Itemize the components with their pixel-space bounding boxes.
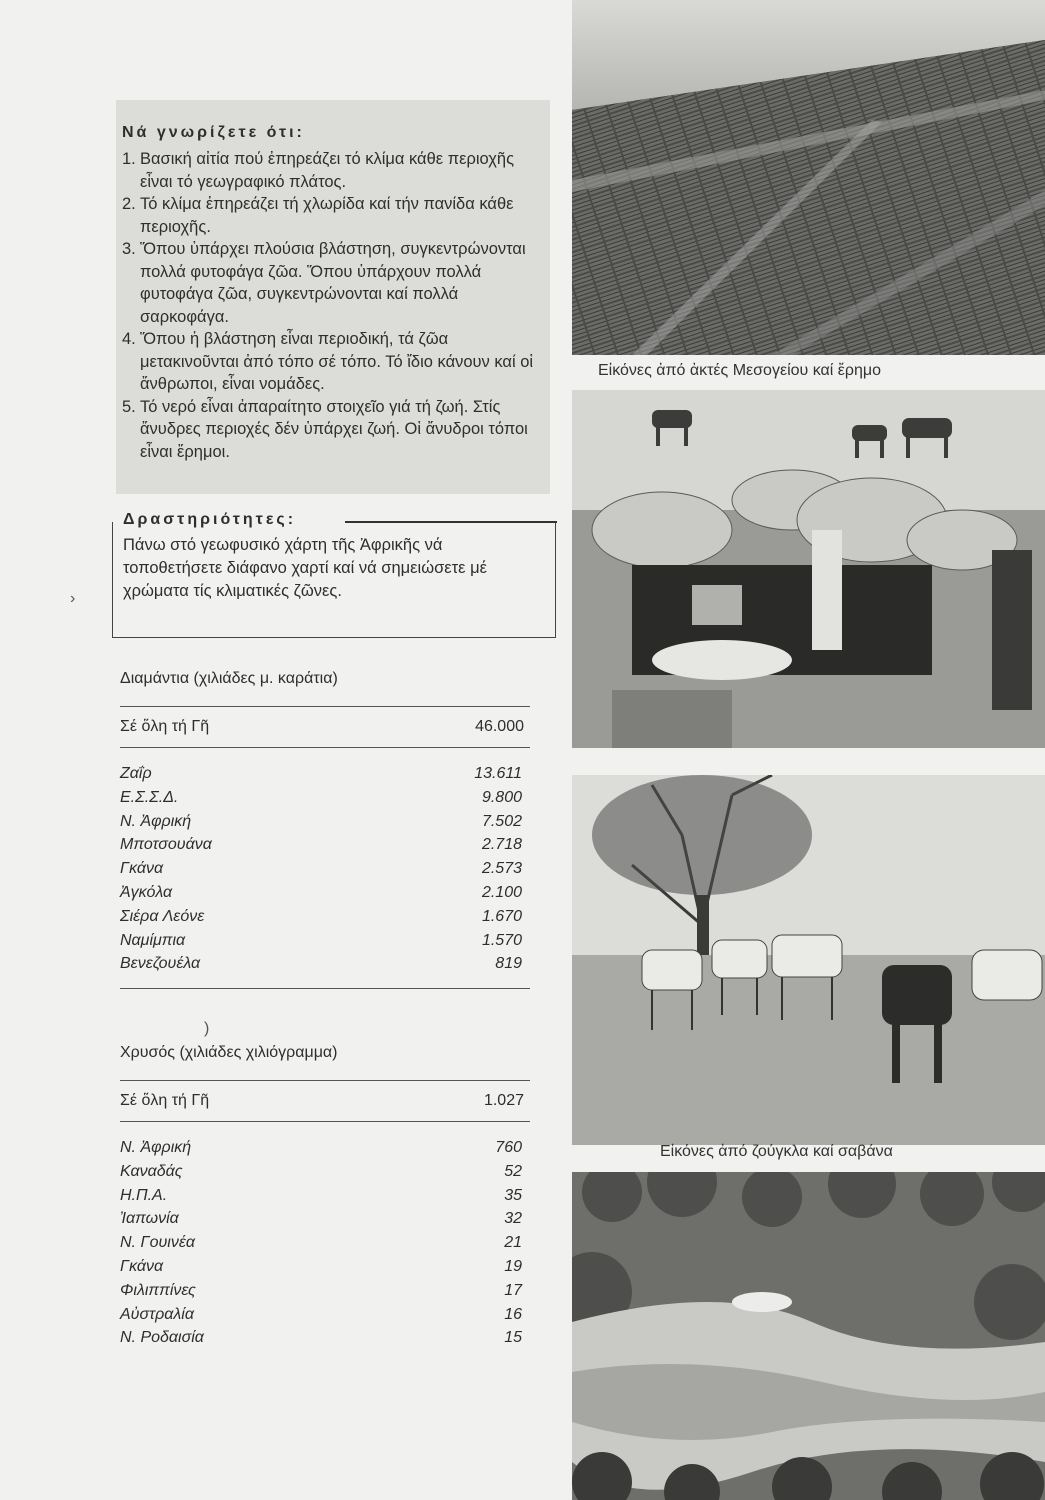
country-name: Γκάνα (120, 860, 164, 878)
table-row (120, 929, 530, 953)
country-name: Γκάνα (120, 1257, 164, 1275)
table-row (120, 810, 530, 834)
country-name: Ε.Σ.Σ.Δ. (120, 788, 179, 806)
country-value: 16 (504, 1305, 522, 1323)
photo-jungle-river (572, 1172, 1045, 1500)
table-row (120, 1279, 530, 1303)
country-value: 52 (504, 1162, 522, 1180)
activities-text: Πάνω στό γεωφυσικό χάρτη τῆς Ἀφρικῆς νά τοποθετήσετε διάφανο χαρτί καί νά σημειώσετε μέ χρώματα τίς κλιματικές ζῶνες. (123, 536, 487, 600)
country-value: 21 (504, 1234, 522, 1252)
total-label: Σέ ὅλη τή Γῆ (120, 1092, 210, 1109)
savanna-cattle-image (572, 775, 1045, 1145)
country-value: 760 (495, 1139, 522, 1156)
country-name: Μποτσουάνα (120, 836, 212, 854)
country-name: Καναδάς (120, 1162, 183, 1180)
diamonds-title: Διαμάντια (χιλιάδες μ. καράτια) (120, 670, 338, 687)
table-row (120, 881, 530, 905)
table-row (120, 1231, 530, 1255)
table-row (120, 952, 530, 976)
table-row (120, 905, 530, 929)
country-value: 2.100 (481, 883, 522, 901)
country-name: Ν. Ἀφρική (120, 812, 192, 830)
margin-mark: › (70, 590, 76, 607)
know-item-number: 1. (122, 150, 136, 168)
know-item-number: 5. (122, 397, 136, 416)
know-item (122, 193, 550, 238)
know-list (122, 148, 550, 463)
gold-table (120, 1044, 530, 1350)
gold-title: Χρυσός (χιλιάδες χιλιόγραμμα) (120, 1044, 338, 1061)
country-value: 17 (504, 1281, 522, 1299)
total-value: 1.027 (483, 1092, 524, 1109)
gold-total-row (120, 1089, 530, 1113)
aerial-fields-image (572, 0, 1045, 355)
country-value: 819 (495, 955, 522, 973)
know-item-text: Ὅπου ὑπάρχει πλούσια βλάστηση, συγκεντρώνονται πολλά φυτοφάγα ζῶα. Ὅπου ὑπάρχουν πολλά φυτοφάγα ζῶα, συγκεντρώνονται καί πολλά σαρκοφάγα. (140, 240, 526, 326)
know-item-number: 3. (122, 240, 136, 258)
diamonds-table (120, 670, 530, 989)
caption-coast-desert: Εἰκόνες ἀπό ἀκτές Μεσογείου καί ἔρημο (598, 362, 882, 379)
country-name: Σιέρα Λεόνε (120, 907, 205, 925)
country-value: 32 (504, 1210, 522, 1228)
country-value: 35 (504, 1186, 522, 1204)
margin-mark: ) (204, 1020, 210, 1037)
country-name: Φιλιππίνες (120, 1281, 196, 1299)
know-item-text: Τό νερό εἶναι ἀπαραίτητο στοιχεῖο γιά τή ζωή. Στίς ἄνυδρες περιοχές δέν ὑπάρχει ζωή. Οἱ ἄνυδροι τόποι εἶναι ἔρημοι. (140, 397, 528, 461)
country-value: 1.570 (481, 931, 522, 949)
table-row (120, 1184, 530, 1208)
gold-rows (120, 1136, 530, 1350)
table-row (120, 1207, 530, 1231)
photo-desert-camels (572, 390, 1045, 748)
table-rule (120, 1121, 530, 1122)
country-value: 13.611 (474, 765, 522, 782)
activities-box (112, 511, 556, 638)
know-item-number: 2. (122, 195, 136, 213)
know-item (122, 396, 550, 464)
country-name: Ἰαπωνία (120, 1210, 179, 1228)
total-value: 46.000 (475, 718, 524, 735)
caption-jungle-savanna: Εἰκόνες ἀπό ζούγκλα καί σαβάνα (660, 1143, 893, 1160)
table-row (120, 1160, 530, 1184)
table-rule (120, 706, 530, 707)
country-name: Ζαΐρ (120, 765, 152, 782)
country-name: Αὐστραλία (120, 1305, 194, 1323)
table-row (120, 1255, 530, 1279)
country-value: 9.800 (481, 788, 522, 806)
table-row (120, 857, 530, 881)
country-value: 7.502 (481, 812, 522, 830)
table-rule (120, 988, 530, 989)
diamonds-rows (120, 762, 530, 976)
table-row (120, 833, 530, 857)
table-row (120, 786, 530, 810)
know-item (122, 238, 550, 328)
country-name: Ναμίμπια (120, 931, 186, 949)
country-name: Ἀγκόλα (120, 883, 173, 901)
know-box (116, 100, 550, 494)
know-item-number: 4. (122, 330, 136, 348)
know-item-text: Βασική αἰτία πού ἐπηρεάζει τό κλίμα κάθε περιοχῆς εἶναι τό γεωγραφικό πλάτος. (140, 150, 515, 191)
total-label: Σέ ὅλη τή Γῆ (120, 718, 210, 735)
activities-top-rule (345, 521, 557, 523)
country-name: Βενεζουέλα (120, 955, 201, 973)
photo-savanna-cattle (572, 775, 1045, 1145)
photo-aerial-fields (572, 0, 1045, 355)
country-name: Ν. Ροδαισία (120, 1329, 204, 1347)
know-item (122, 328, 550, 396)
table-row (120, 762, 530, 786)
know-item (122, 148, 550, 193)
table-rule (120, 1080, 530, 1081)
country-value: 2.573 (481, 860, 522, 878)
table-row (120, 1303, 530, 1327)
diamonds-total-row (120, 715, 530, 739)
activities-title: Δραστηριότητες: (119, 511, 300, 529)
table-rule (120, 747, 530, 748)
know-item-text: Ὅπου ἡ βλάστηση εἶναι περιοδική, τά ζῶα μετακινοῦνται ἀπό τόπο σέ τόπο. Τό ἴδιο κάνουν καί οἱ ἄνθρωποι, εἶναι νομάδες. (140, 330, 534, 393)
country-name: Ν. Ἀφρική (120, 1139, 192, 1156)
country-name: Ν. Γουινέα (120, 1234, 195, 1252)
table-row (120, 1136, 530, 1160)
country-value: 19 (504, 1257, 522, 1275)
know-item-text: Τό κλίμα ἐπηρεάζει τή χλωρίδα καί τήν πανίδα κάθε περιοχῆς. (140, 195, 514, 236)
table-row (120, 1326, 530, 1350)
country-value: 2.718 (481, 836, 522, 854)
desert-camels-image (572, 390, 1045, 748)
country-name: Η.Π.Α. (120, 1186, 168, 1204)
country-value: 15 (504, 1329, 522, 1347)
know-title: Νά γνωρίζετε ότι: (122, 124, 305, 141)
jungle-river-image (572, 1172, 1045, 1500)
country-value: 1.670 (481, 907, 522, 925)
